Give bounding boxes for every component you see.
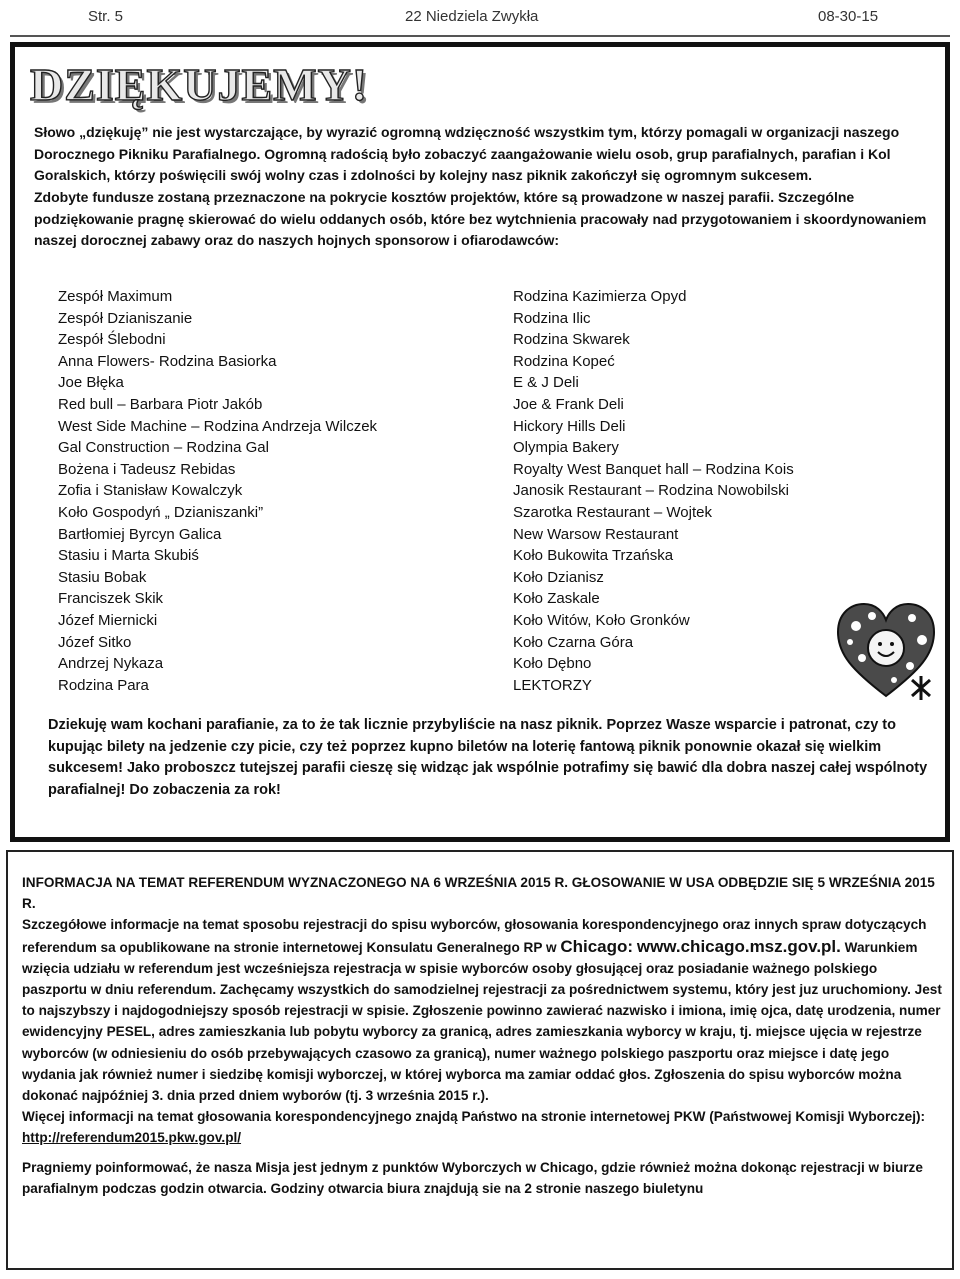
sponsor-item: Royalty West Banquet hall – Rodzina Kois	[513, 460, 794, 478]
sponsor-item: Koło Dębno	[513, 655, 592, 673]
sponsor-item: Stasiu Bobak	[58, 568, 147, 586]
sponsor-item: Hickory Hills Deli	[513, 417, 626, 435]
thanks-heading: DZIĘKUJEMY!	[30, 59, 369, 110]
referendum-heading: INFORMACJA NA TEMAT REFERENDUM WYZNACZONEGO NA 6 WRZEŚNIA 2015 R. GŁOSOWANIE W USA ODBĘDZIE SIĘ 5 WRZEŚNIA 2015 R.	[22, 875, 935, 912]
sponsor-item: Janosik Restaurant – Rodzina Nowobilski	[513, 482, 789, 500]
referendum-text-rest: Warunkiem wzięcia udziału w referendum jest wcześniejsza rejestracja w spisie wyborców osoby głosującej oraz posiadanie ważnego polskiego paszportu w dniu referendum. Zachęcamy wszystkich do samodzielnej rejestracji za pośrednictwem systemu, który jest juz uruchomiony. Jest to najszybszy i najdogodniejszy sposób rejestracji w spisie. Zgłoszenie powinno zawierać nazwisko i imiona, imię ojca, datę urodzenia, numer ewidencyjny PESEL, adres zamieszkania lub pobytu wyborcy za granicą, adres zamieszkania wyborcy w kraju, tj. miejsce ujęcia w rejestrze wyborców (w odniesieniu do osób przebywających czasowo za granicą), numer ważnego polskiego paszportu oraz miejsce i datę jego wydania jak również numer i siedzibę komisji wyborczej, w której wyborca ma zamiar oddać głos. Zgłoszenia do spisu wyborców można dokonać najpóźniej 3. dnia przed dniem wyborów (tj. 3 września 2015 r.).	[22, 939, 942, 1104]
header-date: 08-30-15	[818, 8, 879, 25]
sponsor-item: Koło Czarna Góra	[513, 633, 634, 651]
referendum-info	[22, 872, 942, 1199]
sponsor-item: Zespół Maximum	[58, 288, 173, 305]
sponsor-item: Koło Dzianisz	[513, 568, 604, 586]
sponsor-item: Zofia i Stanisław Kowalczyk	[58, 482, 243, 500]
sponsor-item: Zespół Ślebodni	[58, 331, 166, 349]
sponsor-item: Bartłomiej Byrcyn Galica	[58, 525, 222, 543]
sponsor-item: Franciszek Skik	[58, 590, 164, 608]
sponsor-item: Rodzina Skwarek	[513, 331, 630, 349]
consulate-website-link[interactable]: www.chicago.msz.gov.pl.	[636, 936, 841, 956]
sponsor-item: Koło Bukowita Trzańska	[513, 547, 674, 565]
sponsor-item: Anna Flowers- Rodzina Basiorka	[58, 352, 277, 370]
sponsor-item: Rodzina Kopeć	[513, 352, 615, 370]
sponsor-item: E & J Deli	[513, 374, 579, 392]
sponsor-item: Koło Gospodyń „ Dzianiszanki”	[58, 503, 264, 521]
sponsor-item: Szarotka Restaurant – Wojtek	[513, 503, 712, 521]
mission-registration-paragraph: Pragniemy poinformować, że nasza Misja jest jednym z punktów Wyborczych w Chicago, gdzie również można dokonąc rejestracji w biurze parafialnym podczas godzin otwarcia. Godziny otwarcia biura znajdują sie na 2 stronie naszego biuletynu	[22, 1159, 923, 1196]
sponsor-item: Józef Sitko	[58, 633, 132, 651]
thanks-closing: Dziekuję wam kochani parafianie, za to że tak licznie przybyliście na nasz piknik. Poprzez Wasze wsparcie i patronat, czy to kupując bilety na jedzenie czy picie, czy też poprzez kupno biletów na loterię fantową piknik ponownie okazał się wielkim sukcesem! Jako proboszcz tutejszej parafii cieszę się widząc jak wspólnie potrafimy się bawić dla dobra naszej całej wspólnoty parafialnej! Do zobaczenia za rok!	[48, 717, 928, 798]
thanks-intro: Słowo „dziękuję” nie jest wystarczające, by wyrazić ogromną wdzięczność wszystkim tym, którzy pomagali w organizacji naszego Dorocznego Pikniku Parafialnego. Ogromną radością było zobaczyć zaangażowanie wielu osob, grup parafialnych, parafian i Kol Goralskich, którzy poświęcili swój wolny czas i zdolności by kolejny nasz piknik zakończył się ogromnym sukcesem.	[34, 124, 900, 183]
sponsor-item: Koło Zaskale	[513, 590, 600, 608]
sponsor-item: LEKTORZY	[513, 676, 592, 694]
sponsor-item: Rodzina Para	[58, 676, 149, 694]
city-label: Chicago:	[560, 936, 634, 956]
sponsors-list-right	[513, 286, 794, 696]
pkw-text: Więcej informacji na temat głosowania korespondencyjnego znajdą Państwo na stronie internetowej PKW (Państwowej Komisji Wyborczej):	[22, 1109, 926, 1125]
referendum-paragraph	[22, 914, 942, 1106]
header-title: 22 Niedziela Zwykła	[405, 8, 539, 25]
sponsor-item: Józef Miernicki	[58, 611, 158, 629]
sponsor-item: Stasiu i Marta Skubiś	[58, 547, 199, 565]
sponsor-item: Joe & Frank Deli	[513, 395, 624, 413]
pkw-website-link[interactable]: http://referendum2015.pkw.gov.pl/	[22, 1130, 242, 1146]
sponsor-item: Red bull – Barbara Piotr Jakób	[58, 395, 263, 413]
sponsor-item: Joe Błęka	[58, 374, 124, 392]
sponsor-item: Zespół Dzianiszanie	[58, 309, 193, 327]
sponsor-item: Bożena i Tadeusz Rebidas	[58, 460, 236, 478]
sponsor-item: Koło Witów, Koło Gronków	[513, 611, 690, 629]
sponsors-list-left	[58, 286, 377, 696]
header-divider	[10, 35, 950, 37]
page-header	[0, 0, 960, 36]
heart-smiley-icon	[832, 596, 940, 704]
sponsor-item: Gal Construction – Rodzina Gal	[58, 439, 269, 457]
pkw-paragraph	[22, 1106, 942, 1148]
thanks-intro-continued: Zdobyte fundusze zostaną przeznaczone na pokrycie kosztów projektów, które są prowadzone w naszej parafii. Szczególne podziękowanie pragnę skierować do wielu oddanych osób, które bez wytchnienia pracowały nad przygotowaniem i skoordynowaniem naszej dorocznej zabawy oraz do naszych hojnych sponsorow i ofiarodawców:	[34, 189, 927, 248]
sponsor-item: Andrzej Nykaza	[58, 655, 164, 673]
sponsor-item: Rodzina Kazimierza Opyd	[513, 288, 687, 305]
sponsor-item: New Warsow Restaurant	[513, 525, 679, 543]
sponsor-item: Olympia Bakery	[513, 439, 619, 457]
referendum-text-start: Szczegółowe informacje na temat sposobu rejestracji do spisu wyborców, głosowania korespondencyjnego oraz innych spraw dotyczących referendum sa opublikowane na stronie internetowej Konsulatu Generalnego RP w	[22, 917, 927, 955]
sponsor-item: Rodzina Ilic	[513, 309, 591, 327]
sponsor-item: West Side Machine – Rodzina Andrzeja Wilczek	[58, 417, 378, 435]
page-number: Str. 5	[88, 8, 124, 25]
